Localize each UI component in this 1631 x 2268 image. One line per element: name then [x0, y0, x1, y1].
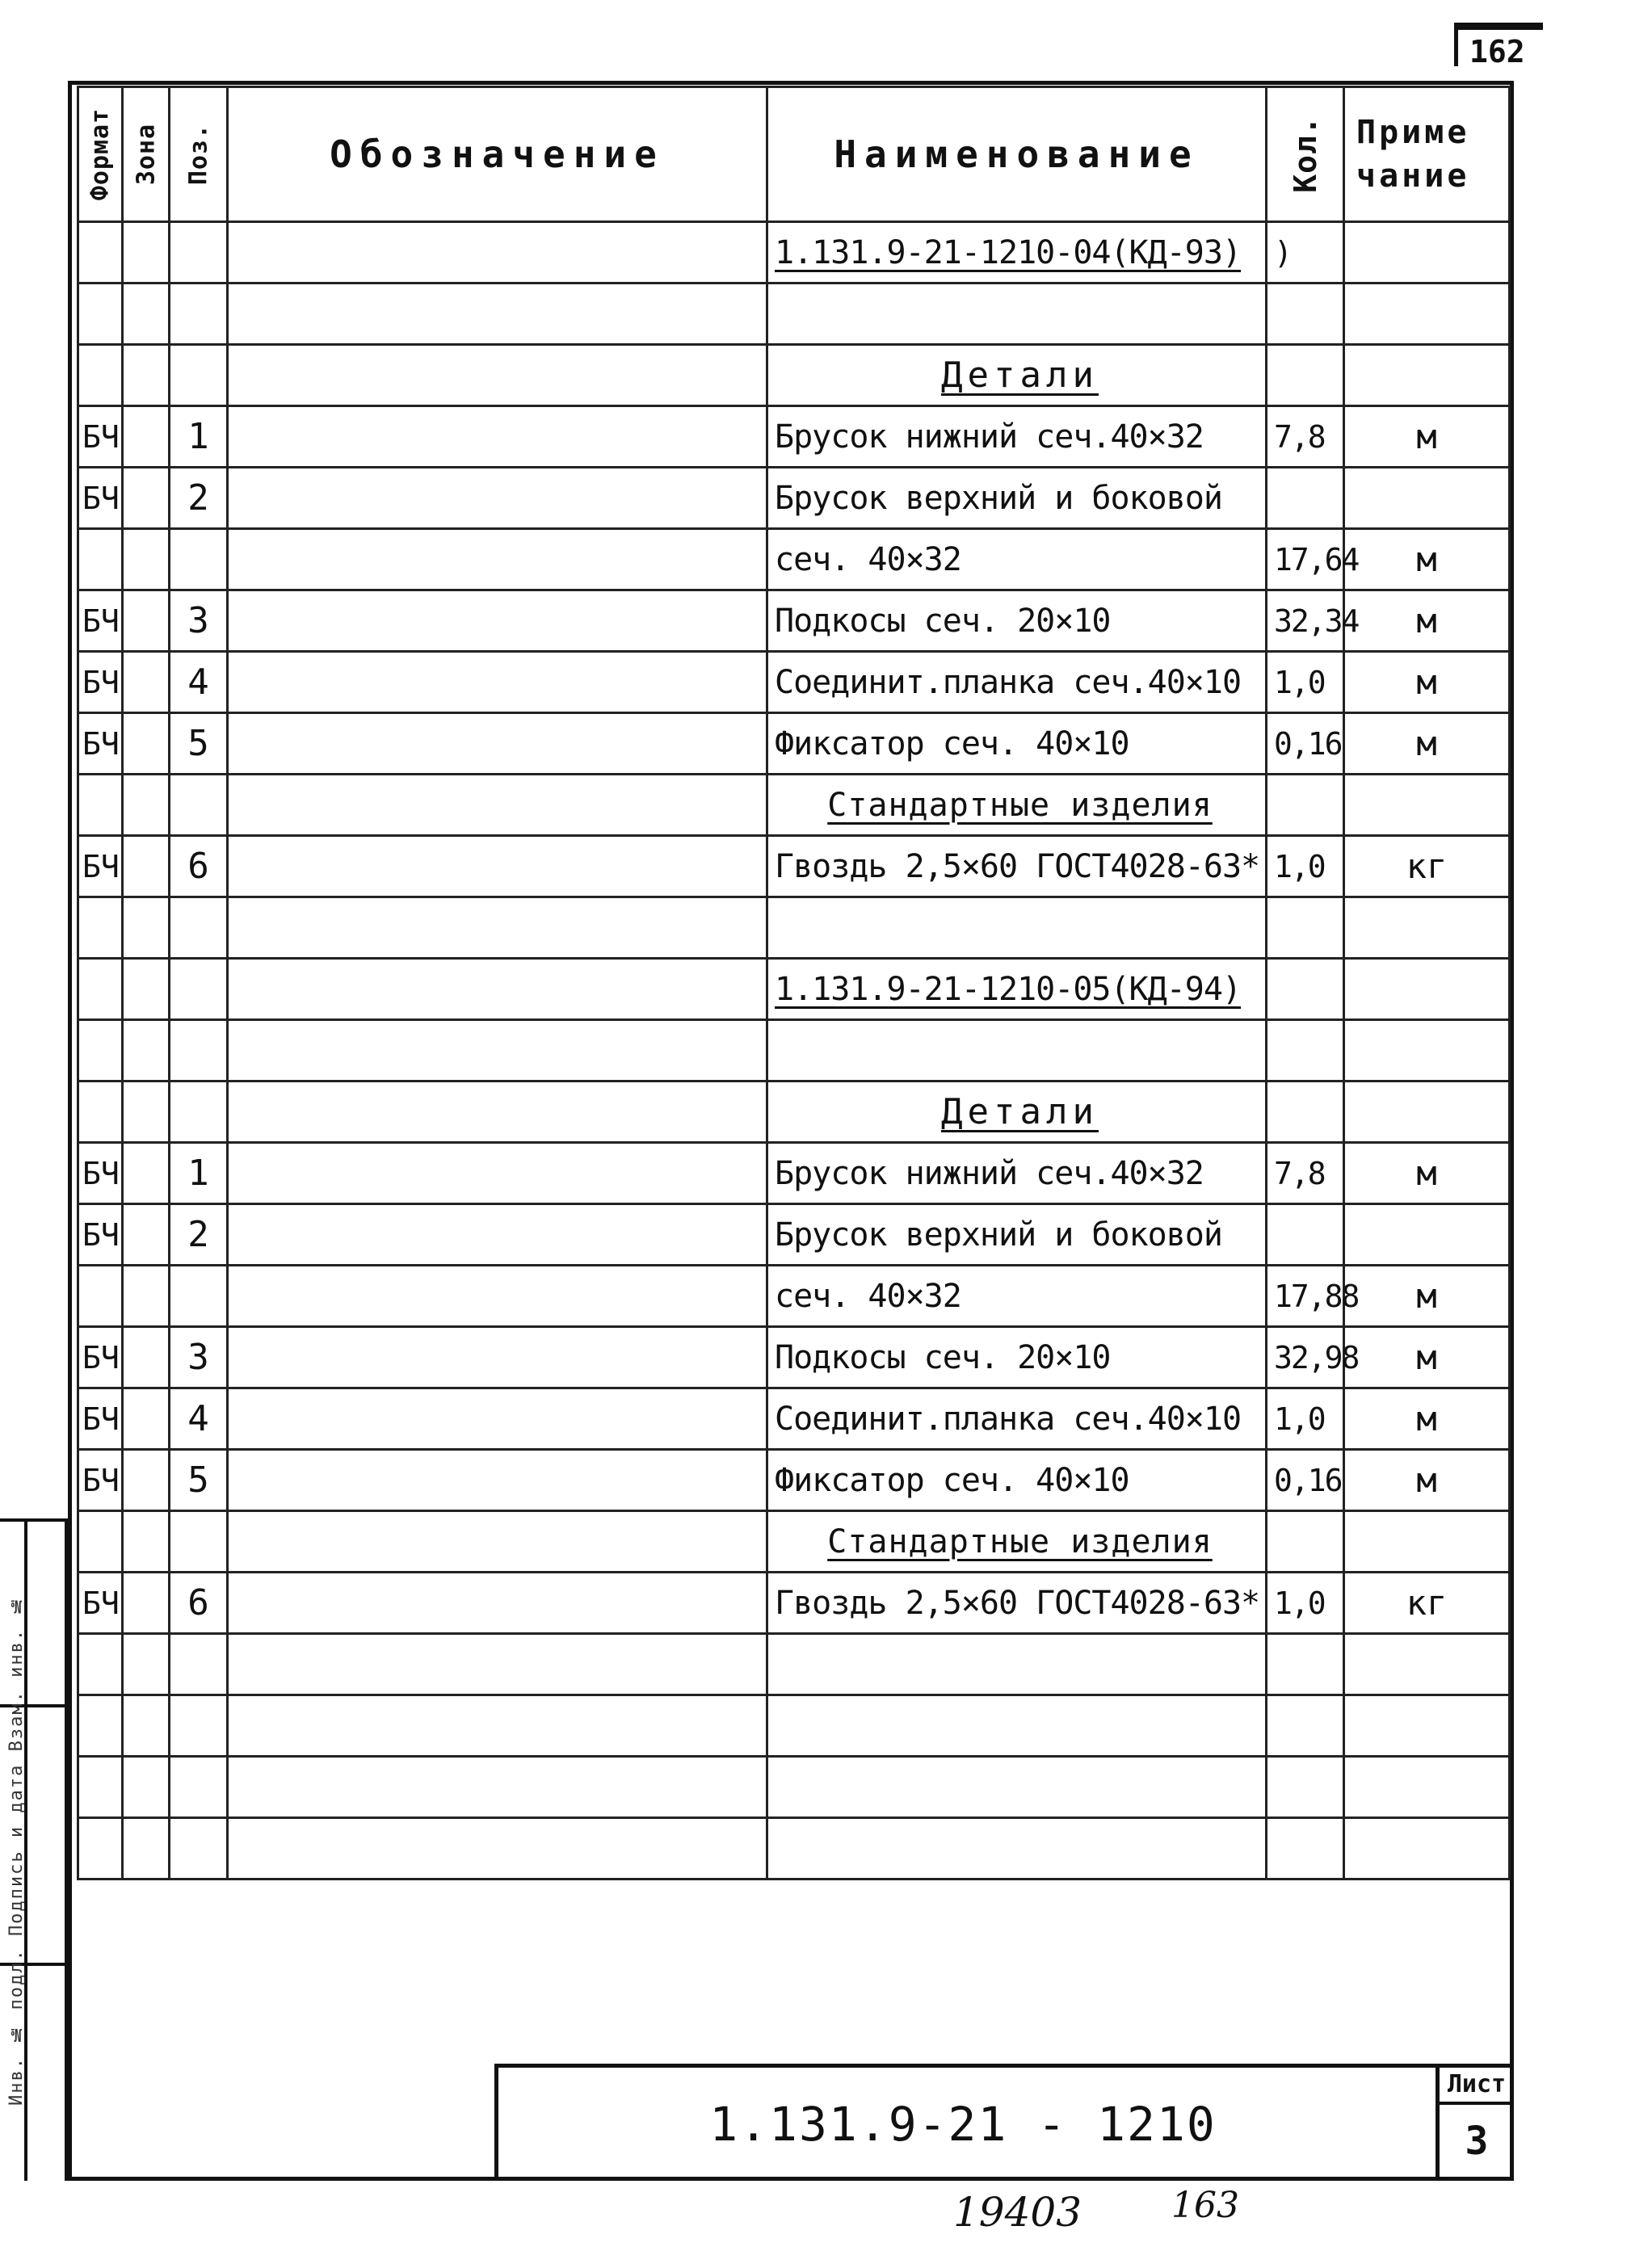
- side-stamp-line: [65, 1518, 68, 2181]
- cell-zone: [123, 222, 170, 284]
- cell-qty: [1267, 1818, 1344, 1880]
- cell-format: [78, 284, 123, 345]
- cell-designation: [228, 590, 767, 652]
- cell-qty: [1267, 1757, 1344, 1818]
- table-row: [78, 1818, 1510, 1880]
- table-row: [78, 1082, 1510, 1143]
- cell-qty: 32,34: [1267, 590, 1344, 652]
- cell-zone: [123, 590, 170, 652]
- cell-name: Подкосы сеч. 20×10: [767, 590, 1267, 652]
- cell-zone: [123, 1818, 170, 1880]
- cell-pos: 6: [170, 1573, 228, 1634]
- cell-format: БЧ: [78, 1388, 123, 1450]
- cell-designation: [228, 836, 767, 897]
- cell-designation: [228, 529, 767, 590]
- table-row: [78, 345, 1510, 406]
- header-designation: Обозначение: [228, 87, 767, 222]
- cell-pos: [170, 897, 228, 959]
- cell-format: БЧ: [78, 652, 123, 713]
- cell-format: [78, 222, 123, 284]
- cell-qty: [1267, 959, 1344, 1020]
- table-row: [78, 1695, 1510, 1757]
- cell-name: Стандартные изделия: [767, 1511, 1267, 1573]
- cell-qty: 1,0: [1267, 1388, 1344, 1450]
- cell-zone: [123, 1634, 170, 1695]
- cell-zone: [123, 1388, 170, 1450]
- cell-zone: [123, 775, 170, 836]
- cell-pos: [170, 222, 228, 284]
- table-row: [78, 1327, 1510, 1388]
- cell-name: Соединит.планка сеч.40×10: [767, 652, 1267, 713]
- header-note: Приме чание: [1344, 87, 1510, 222]
- cell-note: [1344, 1082, 1510, 1143]
- cell-name: Фиксатор сеч. 40×10: [767, 1450, 1267, 1511]
- cell-qty: 0,16: [1267, 713, 1344, 775]
- cell-zone: [123, 1327, 170, 1388]
- cell-note: м: [1344, 1143, 1510, 1204]
- cell-name: Брусок нижний сеч.40×32: [767, 1143, 1267, 1204]
- cell-note: м: [1344, 1450, 1510, 1511]
- cell-designation: [228, 345, 767, 406]
- specification-table: [77, 86, 1511, 1880]
- cell-pos: [170, 775, 228, 836]
- cell-designation: [228, 1573, 767, 1634]
- cell-note: [1344, 959, 1510, 1020]
- cell-pos: 4: [170, 1388, 228, 1450]
- cell-name: [767, 897, 1267, 959]
- cell-format: БЧ: [78, 1204, 123, 1266]
- cell-format: [78, 1695, 123, 1757]
- cell-designation: [228, 1450, 767, 1511]
- cell-qty: [1267, 1511, 1344, 1573]
- cell-qty: 1,0: [1267, 836, 1344, 897]
- table-row: [78, 959, 1510, 1020]
- table-row: [78, 222, 1510, 284]
- cell-zone: [123, 713, 170, 775]
- cell-qty: [1267, 1082, 1344, 1143]
- cell-zone: [123, 1573, 170, 1634]
- cell-pos: 5: [170, 1450, 228, 1511]
- cell-qty: 7,8: [1267, 406, 1344, 468]
- cell-designation: [228, 1634, 767, 1695]
- cell-name: [767, 1634, 1267, 1695]
- cell-qty: 7,8: [1267, 1143, 1344, 1204]
- page-number: 162: [1454, 23, 1543, 66]
- header-format: Формат: [78, 87, 123, 222]
- cell-pos: [170, 1266, 228, 1327]
- cell-format: [78, 1511, 123, 1573]
- cell-name: Брусок нижний сеч.40×32: [767, 406, 1267, 468]
- cell-format: [78, 529, 123, 590]
- cell-name: сеч. 40×32: [767, 1266, 1267, 1327]
- cell-designation: [228, 1266, 767, 1327]
- table-row: [78, 529, 1510, 590]
- cell-qty: [1267, 284, 1344, 345]
- cell-note: м: [1344, 1266, 1510, 1327]
- cell-qty: 0,16: [1267, 1450, 1344, 1511]
- cell-name: [767, 1757, 1267, 1818]
- cell-name: Соединит.планка сеч.40×10: [767, 1388, 1267, 1450]
- table-row: [78, 1020, 1510, 1082]
- cell-format: БЧ: [78, 590, 123, 652]
- table-row: [78, 775, 1510, 836]
- cell-qty: [1267, 897, 1344, 959]
- cell-name: Гвоздь 2,5×60 ГОСТ4028-63*: [767, 836, 1267, 897]
- cell-name: Фиксатор сеч. 40×10: [767, 713, 1267, 775]
- cell-zone: [123, 1204, 170, 1266]
- cell-format: БЧ: [78, 1450, 123, 1511]
- cell-note: [1344, 222, 1510, 284]
- cell-name: [767, 1020, 1267, 1082]
- cell-zone: [123, 1266, 170, 1327]
- cell-note: кг: [1344, 1573, 1510, 1634]
- cell-designation: [228, 406, 767, 468]
- cell-format: [78, 1266, 123, 1327]
- cell-qty: [1267, 345, 1344, 406]
- cell-pos: 3: [170, 590, 228, 652]
- cell-name: Детали: [767, 1082, 1267, 1143]
- table-row: [78, 1204, 1510, 1266]
- cell-pos: [170, 284, 228, 345]
- cell-note: м: [1344, 713, 1510, 775]
- cell-pos: 5: [170, 713, 228, 775]
- cell-designation: [228, 1204, 767, 1266]
- cell-designation: [228, 1020, 767, 1082]
- table-row: [78, 836, 1510, 897]
- cell-designation: [228, 1511, 767, 1573]
- side-stamp-strip: [0, 1518, 68, 2181]
- cell-note: [1344, 468, 1510, 529]
- cell-pos: [170, 1020, 228, 1082]
- cell-name: Гвоздь 2,5×60 ГОСТ4028-63*: [767, 1573, 1267, 1634]
- cell-designation: [228, 652, 767, 713]
- table-row: [78, 1634, 1510, 1695]
- title-block: [494, 2064, 1514, 2181]
- cell-note: м: [1344, 406, 1510, 468]
- cell-designation: [228, 713, 767, 775]
- cell-note: [1344, 1204, 1510, 1266]
- cell-format: [78, 1818, 123, 1880]
- table-row: [78, 1450, 1510, 1511]
- table-row: [78, 406, 1510, 468]
- cell-pos: 2: [170, 1204, 228, 1266]
- sheet-number: 3: [1465, 2119, 1489, 2164]
- cell-zone: [123, 1695, 170, 1757]
- cell-note: м: [1344, 1388, 1510, 1450]
- cell-format: [78, 1634, 123, 1695]
- cell-format: БЧ: [78, 1327, 123, 1388]
- cell-pos: [170, 529, 228, 590]
- cell-zone: [123, 1757, 170, 1818]
- cell-name: Детали: [767, 345, 1267, 406]
- cell-name: [767, 1695, 1267, 1757]
- cell-designation: [228, 775, 767, 836]
- cell-designation: [228, 897, 767, 959]
- cell-format: [78, 897, 123, 959]
- cell-zone: [123, 1450, 170, 1511]
- header-name: Наименование: [767, 87, 1267, 222]
- cell-note: [1344, 1818, 1510, 1880]
- cell-pos: [170, 1511, 228, 1573]
- cell-name: Брусок верхний и боковой: [767, 1204, 1267, 1266]
- cell-note: кг: [1344, 836, 1510, 897]
- cell-pos: [170, 1634, 228, 1695]
- cell-pos: 6: [170, 836, 228, 897]
- cell-qty: [1267, 1634, 1344, 1695]
- cell-qty: 17,88: [1267, 1266, 1344, 1327]
- cell-name: [767, 1818, 1267, 1880]
- cell-designation: [228, 1082, 767, 1143]
- cell-pos: 2: [170, 468, 228, 529]
- cell-zone: [123, 468, 170, 529]
- cell-pos: 3: [170, 1327, 228, 1388]
- cell-qty: 32,98: [1267, 1327, 1344, 1388]
- cell-name: 1.131.9-21-1210-05(КД-94): [767, 959, 1267, 1020]
- cell-name: сеч. 40×32: [767, 529, 1267, 590]
- cell-zone: [123, 345, 170, 406]
- table-row: [78, 897, 1510, 959]
- cell-name: 1.131.9-21-1210-04(КД-93): [767, 222, 1267, 284]
- cell-pos: [170, 1695, 228, 1757]
- cell-note: м: [1344, 590, 1510, 652]
- cell-pos: 1: [170, 1143, 228, 1204]
- table-row: [78, 713, 1510, 775]
- cell-qty: 1,0: [1267, 1573, 1344, 1634]
- cell-pos: [170, 1818, 228, 1880]
- cell-name: Брусок верхний и боковой: [767, 468, 1267, 529]
- cell-designation: [228, 1143, 767, 1204]
- cell-note: м: [1344, 1327, 1510, 1388]
- cell-note: [1344, 897, 1510, 959]
- table-row: [78, 1757, 1510, 1818]
- cell-qty: [1267, 1020, 1344, 1082]
- cell-zone: [123, 652, 170, 713]
- sheet-box: [1436, 2068, 1514, 2181]
- table-row: [78, 1143, 1510, 1204]
- cell-designation: [228, 284, 767, 345]
- cell-note: [1344, 1634, 1510, 1695]
- cell-qty: [1267, 468, 1344, 529]
- table-row: [78, 1573, 1510, 1634]
- cell-zone: [123, 959, 170, 1020]
- cell-zone: [123, 836, 170, 897]
- cell-designation: [228, 468, 767, 529]
- cell-qty: [1267, 775, 1344, 836]
- table-row: [78, 1511, 1510, 1573]
- cell-note: м: [1344, 529, 1510, 590]
- cell-zone: [123, 1511, 170, 1573]
- document-code: 1.131.9-21 - 1210: [709, 2097, 1217, 2152]
- cell-name: [767, 284, 1267, 345]
- footer-page-number: 163: [1171, 2185, 1239, 2226]
- cell-designation: [228, 1388, 767, 1450]
- cell-qty: [1267, 1695, 1344, 1757]
- footer-archive-number: 19403: [953, 2189, 1082, 2236]
- cell-note: [1344, 1757, 1510, 1818]
- table-header-row: [78, 87, 1510, 222]
- cell-format: БЧ: [78, 468, 123, 529]
- table-row: [78, 652, 1510, 713]
- cell-note: [1344, 1511, 1510, 1573]
- cell-qty: ): [1267, 222, 1344, 284]
- table-row: [78, 468, 1510, 529]
- cell-note: [1344, 345, 1510, 406]
- cell-pos: 1: [170, 406, 228, 468]
- cell-pos: [170, 1757, 228, 1818]
- header-qty: Кол.: [1267, 87, 1344, 222]
- cell-pos: [170, 959, 228, 1020]
- cell-zone: [123, 897, 170, 959]
- cell-note: [1344, 1020, 1510, 1082]
- table-row: [78, 1266, 1510, 1327]
- cell-note: [1344, 284, 1510, 345]
- cell-note: м: [1344, 652, 1510, 713]
- cell-designation: [228, 1818, 767, 1880]
- header-zone: Зона: [123, 87, 170, 222]
- cell-note: [1344, 775, 1510, 836]
- cell-designation: [228, 1757, 767, 1818]
- cell-zone: [123, 406, 170, 468]
- cell-format: [78, 345, 123, 406]
- cell-format: [78, 775, 123, 836]
- cell-format: БЧ: [78, 1143, 123, 1204]
- header-pos: Поз.: [170, 87, 228, 222]
- cell-format: [78, 959, 123, 1020]
- cell-note: [1344, 1695, 1510, 1757]
- table-row: [78, 1388, 1510, 1450]
- cell-zone: [123, 529, 170, 590]
- cell-zone: [123, 284, 170, 345]
- cell-format: [78, 1757, 123, 1818]
- cell-qty: 17,64: [1267, 529, 1344, 590]
- cell-format: БЧ: [78, 1573, 123, 1634]
- cell-designation: [228, 222, 767, 284]
- cell-format: БЧ: [78, 406, 123, 468]
- cell-designation: [228, 1327, 767, 1388]
- cell-zone: [123, 1143, 170, 1204]
- cell-zone: [123, 1020, 170, 1082]
- cell-format: БЧ: [78, 836, 123, 897]
- cell-zone: [123, 1082, 170, 1143]
- cell-pos: 4: [170, 652, 228, 713]
- cell-designation: [228, 1695, 767, 1757]
- sheet-label: Лист: [1440, 2068, 1514, 2105]
- cell-pos: [170, 345, 228, 406]
- cell-format: [78, 1082, 123, 1143]
- cell-designation: [228, 959, 767, 1020]
- cell-format: [78, 1020, 123, 1082]
- side-stamp-text: Инв. № подл. Подпись и дата Взам. инв. №: [6, 1594, 27, 2106]
- cell-pos: [170, 1082, 228, 1143]
- cell-name: Стандартные изделия: [767, 775, 1267, 836]
- table-row: [78, 284, 1510, 345]
- cell-name: Подкосы сеч. 20×10: [767, 1327, 1267, 1388]
- cell-qty: 1,0: [1267, 652, 1344, 713]
- cell-qty: [1267, 1204, 1344, 1266]
- cell-format: БЧ: [78, 713, 123, 775]
- table-row: [78, 590, 1510, 652]
